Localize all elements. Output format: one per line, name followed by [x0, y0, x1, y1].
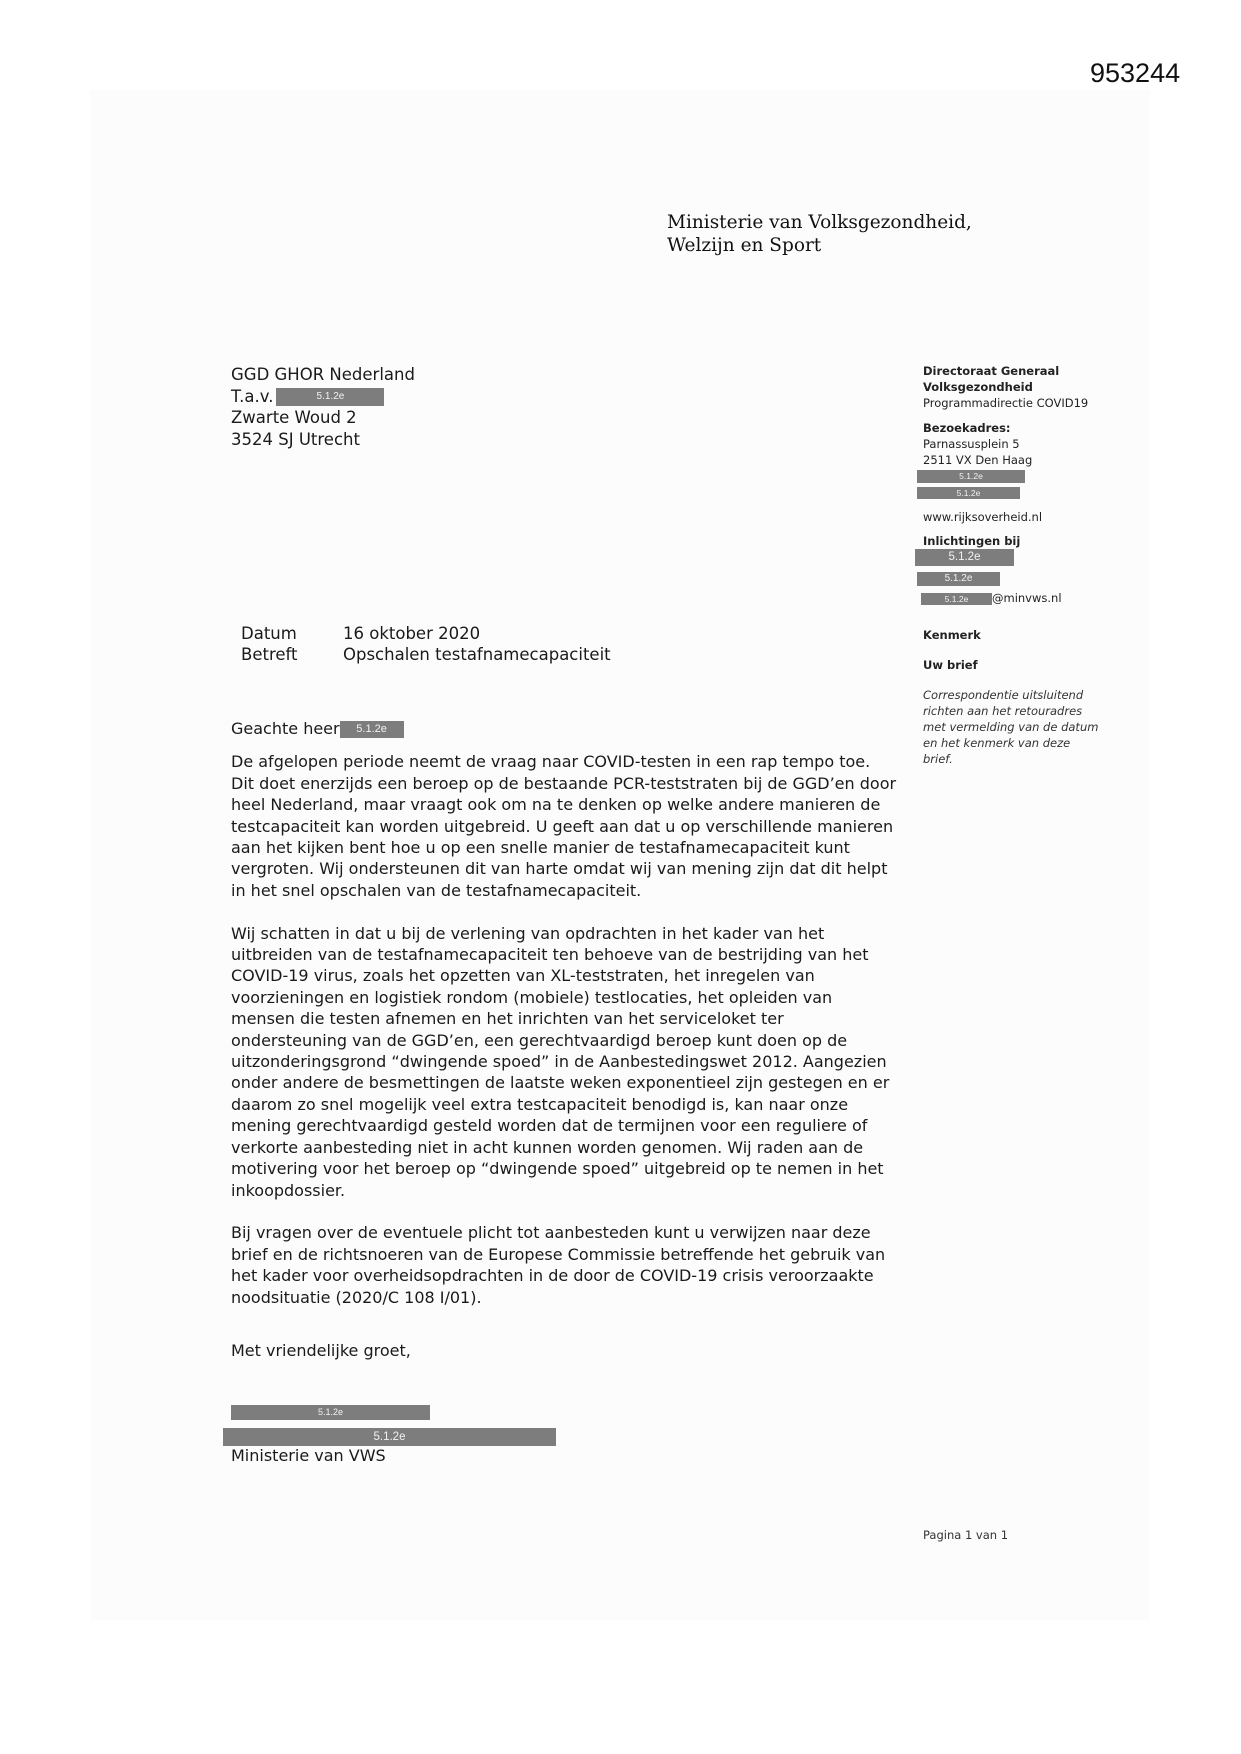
- paragraph-2: [231, 923, 911, 1201]
- redaction-box: 5.1.2e: [917, 572, 1000, 586]
- redaction-box: 5.1.2e: [223, 1428, 556, 1446]
- subject-value: Opschalen testafnamecapaciteit: [343, 645, 611, 664]
- directorate-line-2: Volksgezondheid: [923, 380, 1033, 394]
- page-number: Pagina 1 van 1: [923, 1528, 1009, 1542]
- salutation: [231, 718, 911, 739]
- subject-row: [241, 644, 611, 665]
- paragraph-line: uitbreiden van de testafnamecapaciteit ten behoeve van de bestrijding van het: [231, 945, 869, 965]
- paragraph-line: noodsituatie (2020/C 108 I/01).: [231, 1287, 482, 1307]
- paragraph-line: verkorte aanbesteding niet in acht kunnen worden genomen. Wij raden aan de: [231, 1137, 864, 1157]
- closing-greeting: Met vriendelijke groet,: [231, 1340, 411, 1360]
- redaction-box: 5.1.2e: [917, 470, 1025, 483]
- paragraph-line: onder andere de besmettingen de laatste weken exponentieel zijn gestegen en er: [231, 1073, 890, 1093]
- signature-block: [231, 1405, 430, 1420]
- note-line: Correspondentie uitsluitend: [923, 688, 1084, 702]
- subject-label: Betreft: [241, 645, 298, 664]
- paragraph-line: inkoopdossier.: [231, 1180, 346, 1200]
- paragraph-line: daarom zo snel mogelijk veel extra testcapaciteit benodigd is, kan naar onze: [231, 1094, 849, 1114]
- paragraph-line: De afgelopen periode neemt de vraag naar COVID-testen in een rap tempo toe.: [231, 752, 871, 772]
- tav-label: T.a.v.: [231, 386, 274, 406]
- uw-brief-label: Uw brief: [923, 658, 978, 672]
- sender-sidebar: [923, 363, 1133, 767]
- paragraph-line: ondersteuning van de GGD’en, een gerechtvaardigd beroep kunt doen op de: [231, 1030, 848, 1050]
- correspondence-note: [923, 687, 1133, 767]
- paragraph-line: Bij vragen over de eventuele plicht tot aanbesteden kunt u verwijzen naar deze: [231, 1223, 871, 1243]
- letter-meta: [241, 623, 611, 665]
- redaction-box: 5.1.2e: [921, 593, 992, 605]
- visit-street: Parnassusplein 5: [923, 437, 1020, 451]
- addressee-tav: [231, 386, 415, 408]
- ministry-line-2: Welzijn en Sport: [667, 235, 822, 256]
- paragraph-line: COVID-19 virus, zoals het opzetten van XL-teststraten, het inregelen van: [231, 966, 815, 986]
- note-line: richten aan het retouradres: [923, 704, 1083, 718]
- paragraph-line: brief en de richtsnoeren van de Europese Commissie betreffende het gebruik van: [231, 1244, 886, 1264]
- note-line: brief.: [923, 752, 953, 766]
- paragraph-line: het kader voor overheidsopdrachten in de door de COVID-19 crisis veroorzaakte: [231, 1266, 874, 1286]
- website-link[interactable]: www.rijksoverheid.nl: [923, 510, 1043, 524]
- addressee-city: 3524 SJ Utrecht: [231, 429, 360, 449]
- visit-city: 2511 VX Den Haag: [923, 453, 1033, 467]
- paragraph-line: voorzieningen en logistiek rondom (mobiele) testlocaties, het opleiden van: [231, 987, 833, 1007]
- paragraph-line: Wij schatten in dat u bij de verlening van opdrachten in het kader van het: [231, 923, 825, 943]
- paragraph-line: testcapaciteit kan worden uitgebreid. U geeft aan dat u op verschillende manieren: [231, 816, 894, 836]
- addressee-block: [231, 364, 415, 450]
- date-value: 16 oktober 2020: [343, 624, 481, 643]
- paragraph-line: Dit doet enerzijds een beroep op de bestaande PCR-teststraten bij de GGD’en door: [231, 773, 897, 793]
- addressee-street: Zwarte Woud 2: [231, 408, 357, 427]
- salutation-text: Geachte heer: [231, 719, 340, 738]
- visit-address-label: Bezoekadres:: [923, 421, 1011, 435]
- paragraph-1: [231, 751, 911, 901]
- redaction-box: 5.1.2e: [276, 388, 384, 406]
- paragraph-line: heel Nederland, maar vraagt ook om na te denken op welke andere manieren de: [231, 795, 881, 815]
- letter-body: [231, 718, 911, 1361]
- addressee-org: GGD GHOR Nederland: [231, 365, 415, 384]
- ministry-line-1: Ministerie van Volksgezondheid,: [667, 212, 972, 233]
- note-line: en het kenmerk van deze: [923, 736, 1071, 750]
- date-row: [241, 623, 611, 644]
- date-label: Datum: [241, 624, 297, 643]
- signature-org: Ministerie van VWS: [231, 1446, 386, 1465]
- redaction-box: 5.1.2e: [915, 549, 1014, 566]
- redaction-box: 5.1.2e: [917, 487, 1020, 499]
- paragraph-line: vergroten. Wij ondersteunen dit van harte omdat wij van mening zijn dat dit helpt: [231, 859, 888, 879]
- paragraph-line: uitzonderingsgrond “dwingende spoed” in de Aanbestedingswet 2012. Aangezien: [231, 1052, 887, 1072]
- paragraph-3: [231, 1222, 911, 1308]
- paragraph-line: aan het kijken bent hoe u op een snelle manier de testafnamecapaciteit kunt: [231, 838, 850, 858]
- ministry-logo-text: [667, 211, 972, 257]
- paragraph-line: in het snel opschalen van de testafnamecapaciteit.: [231, 880, 642, 900]
- paragraph-line: mening gerechtvaardigd gesteld worden dat de termijnen voor een reguliere of: [231, 1116, 868, 1136]
- document-number: 953244: [1090, 58, 1181, 88]
- redaction-box: 5.1.2e: [231, 1405, 430, 1420]
- redaction-box: 5.1.2e: [340, 721, 404, 738]
- kenmerk-label: Kenmerk: [923, 628, 981, 642]
- note-line: met vermelding van de datum: [923, 720, 1099, 734]
- program-directorate: Programmadirectie COVID19: [923, 396, 1089, 410]
- paragraph-line: mensen die testen afnemen en het inrichten van het serviceloket ter: [231, 1009, 784, 1029]
- email-domain: @minvws.nl: [992, 591, 1062, 605]
- directorate-line-1: Directoraat Generaal: [923, 364, 1060, 378]
- info-label: Inlichtingen bij: [923, 534, 1021, 548]
- paragraph-line: motivering voor het beroep op “dwingende spoed” uitgebreid op te nemen in het: [231, 1159, 884, 1179]
